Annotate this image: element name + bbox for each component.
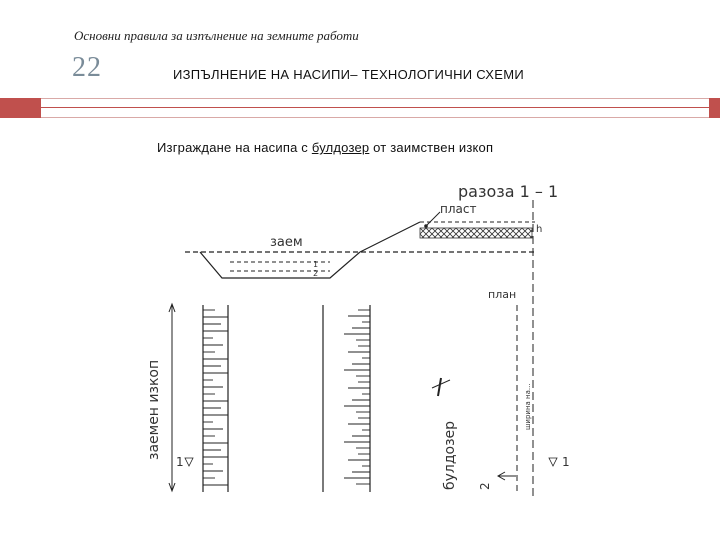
plan-view — [146, 304, 570, 492]
slide-number: 22 — [72, 52, 102, 83]
label-depth-2: 2 — [313, 269, 319, 278]
label-pit-length: заемен изкоп — [146, 359, 162, 460]
label-height: h — [536, 224, 543, 235]
fill-layer — [420, 228, 532, 238]
subtitle-after: от заимствен изкоп — [369, 140, 494, 155]
label-width: ширина на... — [524, 383, 532, 430]
label-plan: план — [488, 288, 517, 301]
label-layer: пласт — [440, 202, 477, 216]
layer-pointer — [426, 212, 440, 226]
pit-hatch-left — [203, 310, 228, 485]
label-1-right: 1 — [562, 455, 570, 469]
borrow-pit-profile — [200, 252, 360, 278]
label-depth-1: 1 — [313, 260, 319, 269]
label-reserve: заем — [270, 235, 303, 250]
label-bulldozer: булдозер — [442, 420, 458, 490]
label-slope: разоза 1 – 1 — [458, 182, 559, 201]
section-marker-right — [549, 458, 557, 466]
section-marker-left — [185, 458, 193, 466]
section-title: ИЗПЪЛНЕНИЕ НА НАСИПИ– ТЕХНОЛОГИЧНИ СХЕМИ — [173, 67, 524, 82]
section-mark-cut — [438, 378, 441, 396]
label-1-left: 1 — [176, 455, 184, 469]
embankment-hatch — [344, 310, 370, 484]
header-title: Основни правила за изпълнение на земните работи — [74, 28, 359, 43]
layer-pointer-dot — [424, 224, 428, 228]
embankment-slope — [360, 222, 420, 252]
label-2: 2 — [478, 482, 492, 490]
subtitle-before: Изграждане на насипа с — [157, 140, 312, 155]
subtitle-underlined: булдозер — [311, 140, 370, 155]
